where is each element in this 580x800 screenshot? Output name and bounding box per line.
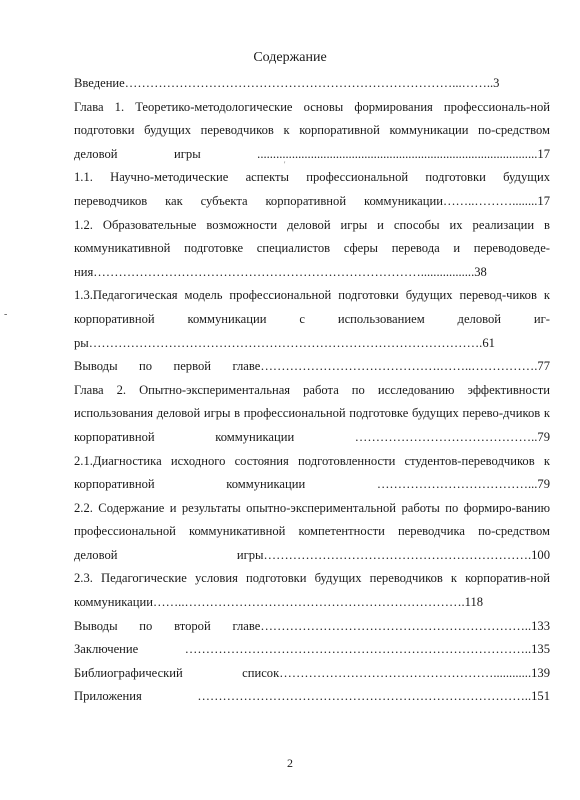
toc-entry-1-2: 1.2. Образовательные возможности деловой игры и способы их реализации в коммуникативной подготовке специалистов сферы перевода и переводоведе-ния…………………………………………………………………….................38: [74, 217, 550, 279]
toc-entry-chapter-1: Глава 1. Теоретико-методологические основы формирования профессиональ-ной подготовки будущих переводчиков к корпоративной коммуникации по-средством деловой игры .........................................................................................17: [74, 99, 550, 161]
scan-artifact-mark: -: [4, 309, 8, 320]
toc-entry-1-3: 1.3.Педагогическая модель профессиональной подготовки будущих перевод-чиков к корпоративной коммуникации с использованием деловой иг-ры………………………………………………………………………………….61: [74, 288, 550, 350]
toc-entry-appendices: Приложения ……………………………………………………………………..151: [74, 689, 550, 704]
toc-entry-conclusions-chapter-1: Выводы по первой главе…………………………………….……..…………….77: [74, 359, 550, 374]
toc-entry-2-2: 2.2. Содержание и результаты опытно-экспериментальной работы по формиро-ванию профессиональной коммуникативной компетентности переводчика по-средством деловой игры……………………………………………………….100: [74, 500, 550, 562]
toc-entry-1-1: 1.1. Научно-методические аспекты профессиональной подготовки будущих переводчиков как субъекта корпоративной коммуникации……..………........17: [74, 170, 550, 208]
toc-entry-chapter-2: Глава 2. Опытно-экспериментальная работа по исследованию эффективности использования деловой игры в профессиональной подготовке будущих перево-дчиков к корпоративной коммуникации ……………………………………..79: [74, 382, 550, 444]
toc-entry-introduction: Введение……………………………………………………………………...……..3: [74, 76, 500, 90]
toc-entry-2-1: 2.1.Диагностика исходного состояния подготовленности студентов-переводчиков к корпоративной коммуникации ………………………………...79: [74, 453, 550, 492]
table-of-contents: [74, 72, 550, 709]
toc-entry-2-3: 2.3. Педагогические условия подготовки будущих переводчиков к корпоратив-ной коммуникации……..………………………………………………………….118: [74, 571, 550, 610]
toc-title: Содержание: [253, 50, 327, 65]
toc-entry-conclusions-chapter-2: Выводы по второй главе………………………………………………………..133: [74, 618, 550, 633]
toc-entry-bibliography: Библиографический список……………………………………………............139: [74, 665, 550, 680]
toc-entry-conclusion: Заключение ………………………………………………………………………..135: [74, 642, 550, 657]
page-number: 2: [287, 756, 293, 770]
scan-artifact-speck: ': [284, 160, 286, 169]
